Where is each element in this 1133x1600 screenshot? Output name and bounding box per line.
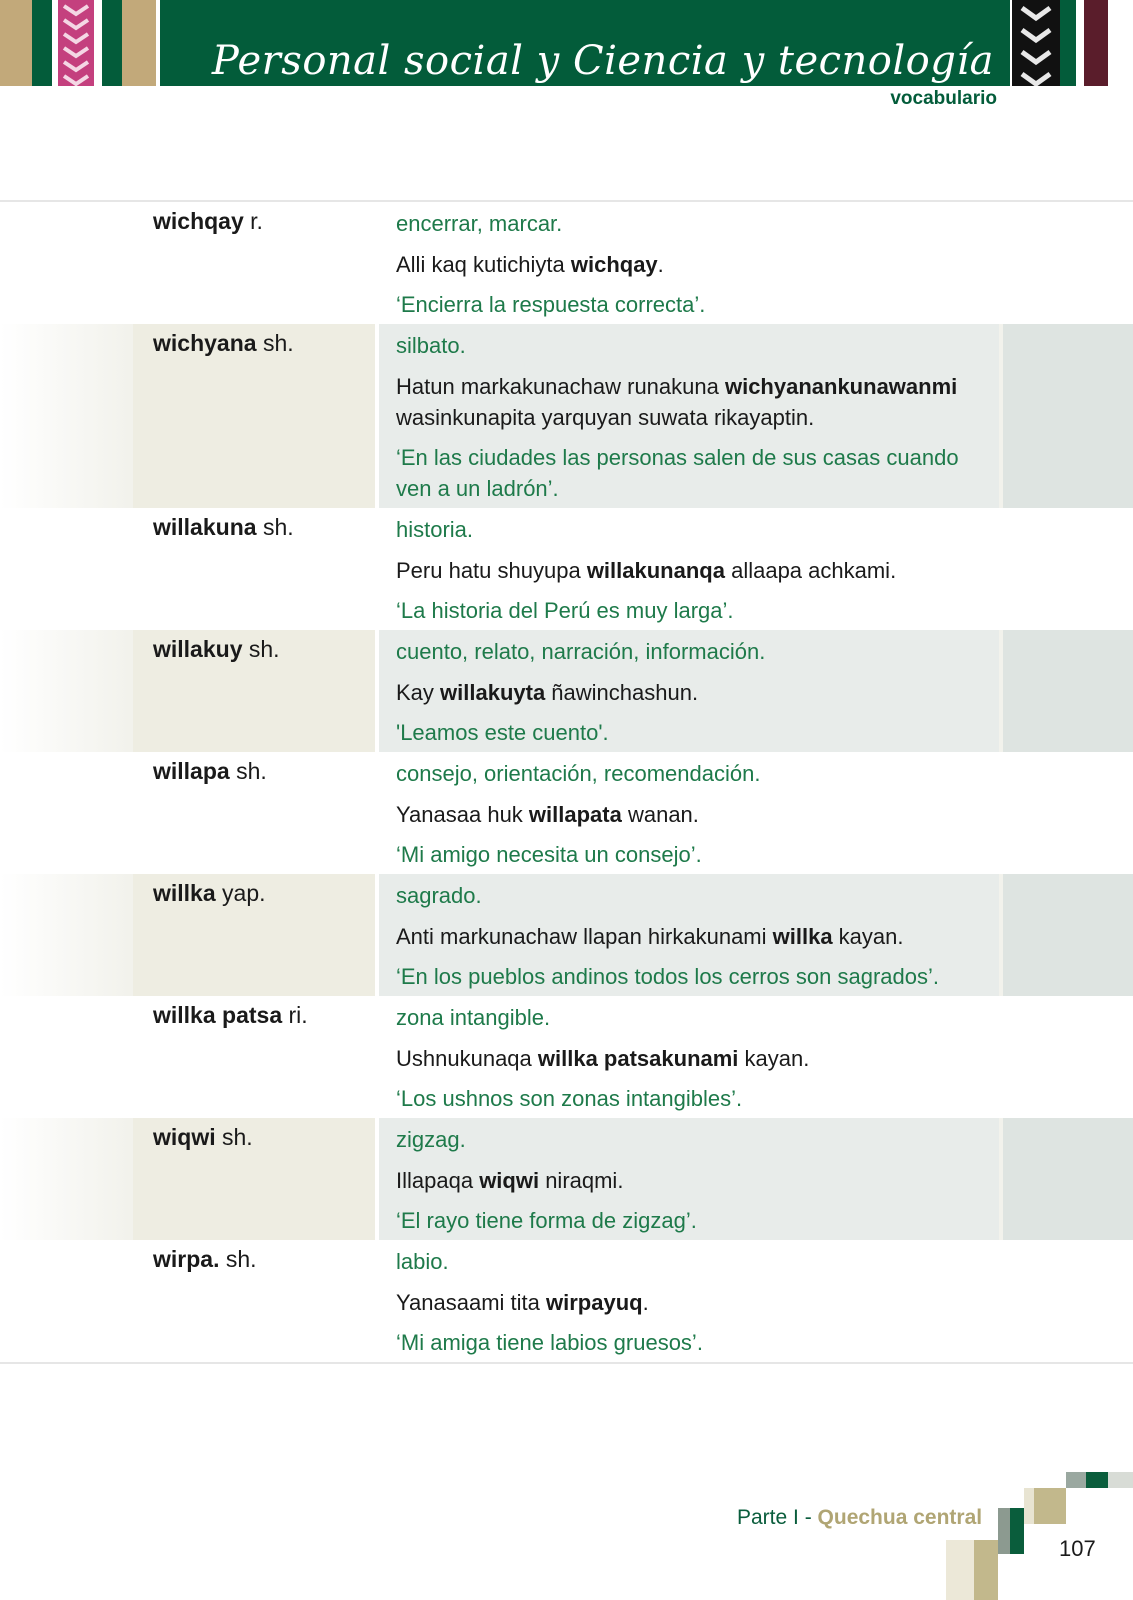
entry-example (396, 555, 999, 586)
example-text: wasinkunapita yarquyan suwata rikayaptin. (396, 405, 815, 430)
header-strip-tan (0, 0, 32, 86)
entry-row (0, 324, 1133, 508)
entry-definition (379, 508, 999, 630)
entry-headword (133, 1240, 375, 1362)
entry-example (396, 677, 999, 708)
example-text: allaapa achkami. (724, 558, 897, 583)
entry-translation: ‘Encierra la respuesta correcta’. (396, 292, 706, 317)
header-strip-green (102, 0, 122, 86)
entry-headword (133, 996, 375, 1118)
entry-definition (379, 1240, 999, 1362)
entry-definition (379, 996, 999, 1118)
entry-translation: ‘En los pueblos andinos todos los cerros son sagrados’. (396, 964, 939, 989)
vocabulary-table (0, 200, 1133, 1364)
entry-example (396, 921, 999, 952)
entry-gloss: cuento, relato, narración, información. (396, 639, 766, 664)
page-subtitle: vocabulario (890, 88, 997, 109)
entry-row (0, 752, 1133, 874)
entry-row (0, 202, 1133, 324)
page-number: 107 (1059, 1536, 1096, 1561)
entry-lemma: willakuna (153, 514, 257, 540)
entry-example (396, 1165, 999, 1196)
entry-example (396, 799, 999, 830)
entry-translation: ‘La historia del Perú es muy larga’. (396, 598, 734, 623)
entry-lemma: willakuy (153, 636, 243, 662)
example-text: ñawinchashun. (545, 680, 699, 705)
header-strip-green (1060, 0, 1076, 86)
entry-translation: 'Leamos este cuento'. (396, 720, 609, 745)
entry-gloss: labio. (396, 1249, 449, 1274)
entry-row (0, 630, 1133, 752)
example-keyword: wichqay (570, 252, 658, 277)
entry-gloss: historia. (396, 517, 474, 542)
entry-lemma: willapa (153, 758, 230, 784)
header-strip-white (94, 0, 102, 86)
example-text: kayan. (832, 924, 904, 949)
title-banner (160, 0, 1010, 86)
header-strip-white (1076, 0, 1084, 86)
example-keyword: willka (772, 924, 833, 949)
entry-example (396, 249, 999, 280)
example-text: wanan. (621, 802, 699, 827)
example-text: Peru hatu shuyupa (396, 558, 587, 583)
entry-row (0, 874, 1133, 996)
entry-pos: sh. (262, 330, 294, 356)
entry-translation: ‘Mi amiga tiene labios gruesos’. (396, 1330, 703, 1355)
entry-pos: sh. (262, 514, 294, 540)
entry-headword (133, 752, 375, 874)
example-text: kayan. (738, 1046, 810, 1071)
entry-pos: sh. (222, 1124, 253, 1150)
andean-pattern-right (1012, 0, 1060, 86)
entry-gloss: zigzag. (396, 1127, 466, 1152)
entry-row (0, 508, 1133, 630)
header-strip-green (32, 0, 52, 86)
entry-headword (133, 1118, 375, 1240)
entry-headword (133, 202, 375, 324)
entry-gloss: zona intangible. (396, 1005, 551, 1030)
entry-lemma: willka (153, 880, 216, 906)
entry-headword (133, 508, 375, 630)
entry-example (396, 1043, 999, 1074)
entry-lemma: wichqay (153, 208, 244, 234)
entry-gloss: silbato. (396, 333, 466, 358)
entry-headword (133, 874, 375, 996)
example-keyword: willakunanqa (586, 558, 725, 583)
footer-part: Parte I - (737, 1506, 818, 1529)
entry-pos: ri. (288, 1002, 308, 1028)
entry-headword (133, 630, 375, 752)
entry-definition (379, 324, 999, 508)
footer-section: Quechua central (817, 1506, 983, 1529)
example-text: . (642, 1290, 649, 1315)
example-text: Anti markunachaw llapan hirkakunami (396, 924, 773, 949)
example-keyword: willka patsakunami (537, 1046, 739, 1071)
entry-translation: ‘El rayo tiene forma de zigzag’. (396, 1208, 697, 1233)
example-text: Kay (396, 680, 441, 705)
entry-translation: ‘Mi amigo necesita un consejo’. (396, 842, 702, 867)
entry-gloss: consejo, orientación, recomendación. (396, 761, 761, 786)
entry-translation: ‘Los ushnos son zonas intangibles’. (396, 1086, 743, 1111)
entry-pos: r. (250, 208, 263, 234)
entry-pos: yap. (222, 880, 266, 906)
entry-lemma: willka patsa (153, 1002, 283, 1028)
entry-definition (379, 1118, 999, 1240)
entry-example (396, 1287, 999, 1318)
header-strip-maroon (1084, 0, 1108, 86)
entry-definition (379, 630, 999, 752)
page-title: Personal social y Ciencia y tecnología (211, 38, 994, 84)
header-strip-tan (122, 0, 156, 86)
entry-lemma: wirpa. (153, 1246, 220, 1272)
entry-definition (379, 752, 999, 874)
entry-translation: ‘En las ciudades las personas salen de sus casas cuando ven a un ladrón’. (396, 445, 959, 501)
entry-pos: sh. (236, 758, 267, 784)
example-text: Alli kaq kutichiyta (396, 252, 571, 277)
page-header (0, 0, 1133, 86)
entry-example (396, 371, 999, 433)
entry-gloss: sagrado. (396, 883, 482, 908)
example-keyword: willakuyta (440, 680, 546, 705)
entry-pos: sh. (248, 636, 280, 662)
footer-label (737, 1506, 982, 1530)
entry-pos: sh. (225, 1246, 257, 1272)
example-text: niraqmi. (539, 1168, 624, 1193)
example-keyword: wirpayuq (546, 1290, 643, 1315)
example-keyword: wichyanankunawanmi (724, 374, 958, 399)
example-text: Ushnukunaqa (396, 1046, 538, 1071)
entry-row (0, 1118, 1133, 1240)
entry-headword (133, 324, 375, 508)
entry-definition (379, 874, 999, 996)
entry-row (0, 996, 1133, 1118)
andean-pattern-left (58, 0, 94, 86)
entry-lemma: wiqwi (153, 1124, 216, 1150)
example-text: Yanasaami tita (396, 1290, 547, 1315)
example-text: . (657, 252, 664, 277)
example-keyword: wiqwi (479, 1168, 540, 1193)
example-text: Illapaqa (396, 1168, 480, 1193)
entry-lemma: wichyana (153, 330, 257, 356)
entry-definition (379, 202, 999, 324)
entry-gloss: encerrar, marcar. (396, 211, 563, 236)
example-text: Hatun markakunachaw runakuna (396, 374, 725, 399)
example-keyword: willapata (528, 802, 622, 827)
entry-row (0, 1240, 1133, 1362)
example-text: Yanasaa huk (396, 802, 529, 827)
